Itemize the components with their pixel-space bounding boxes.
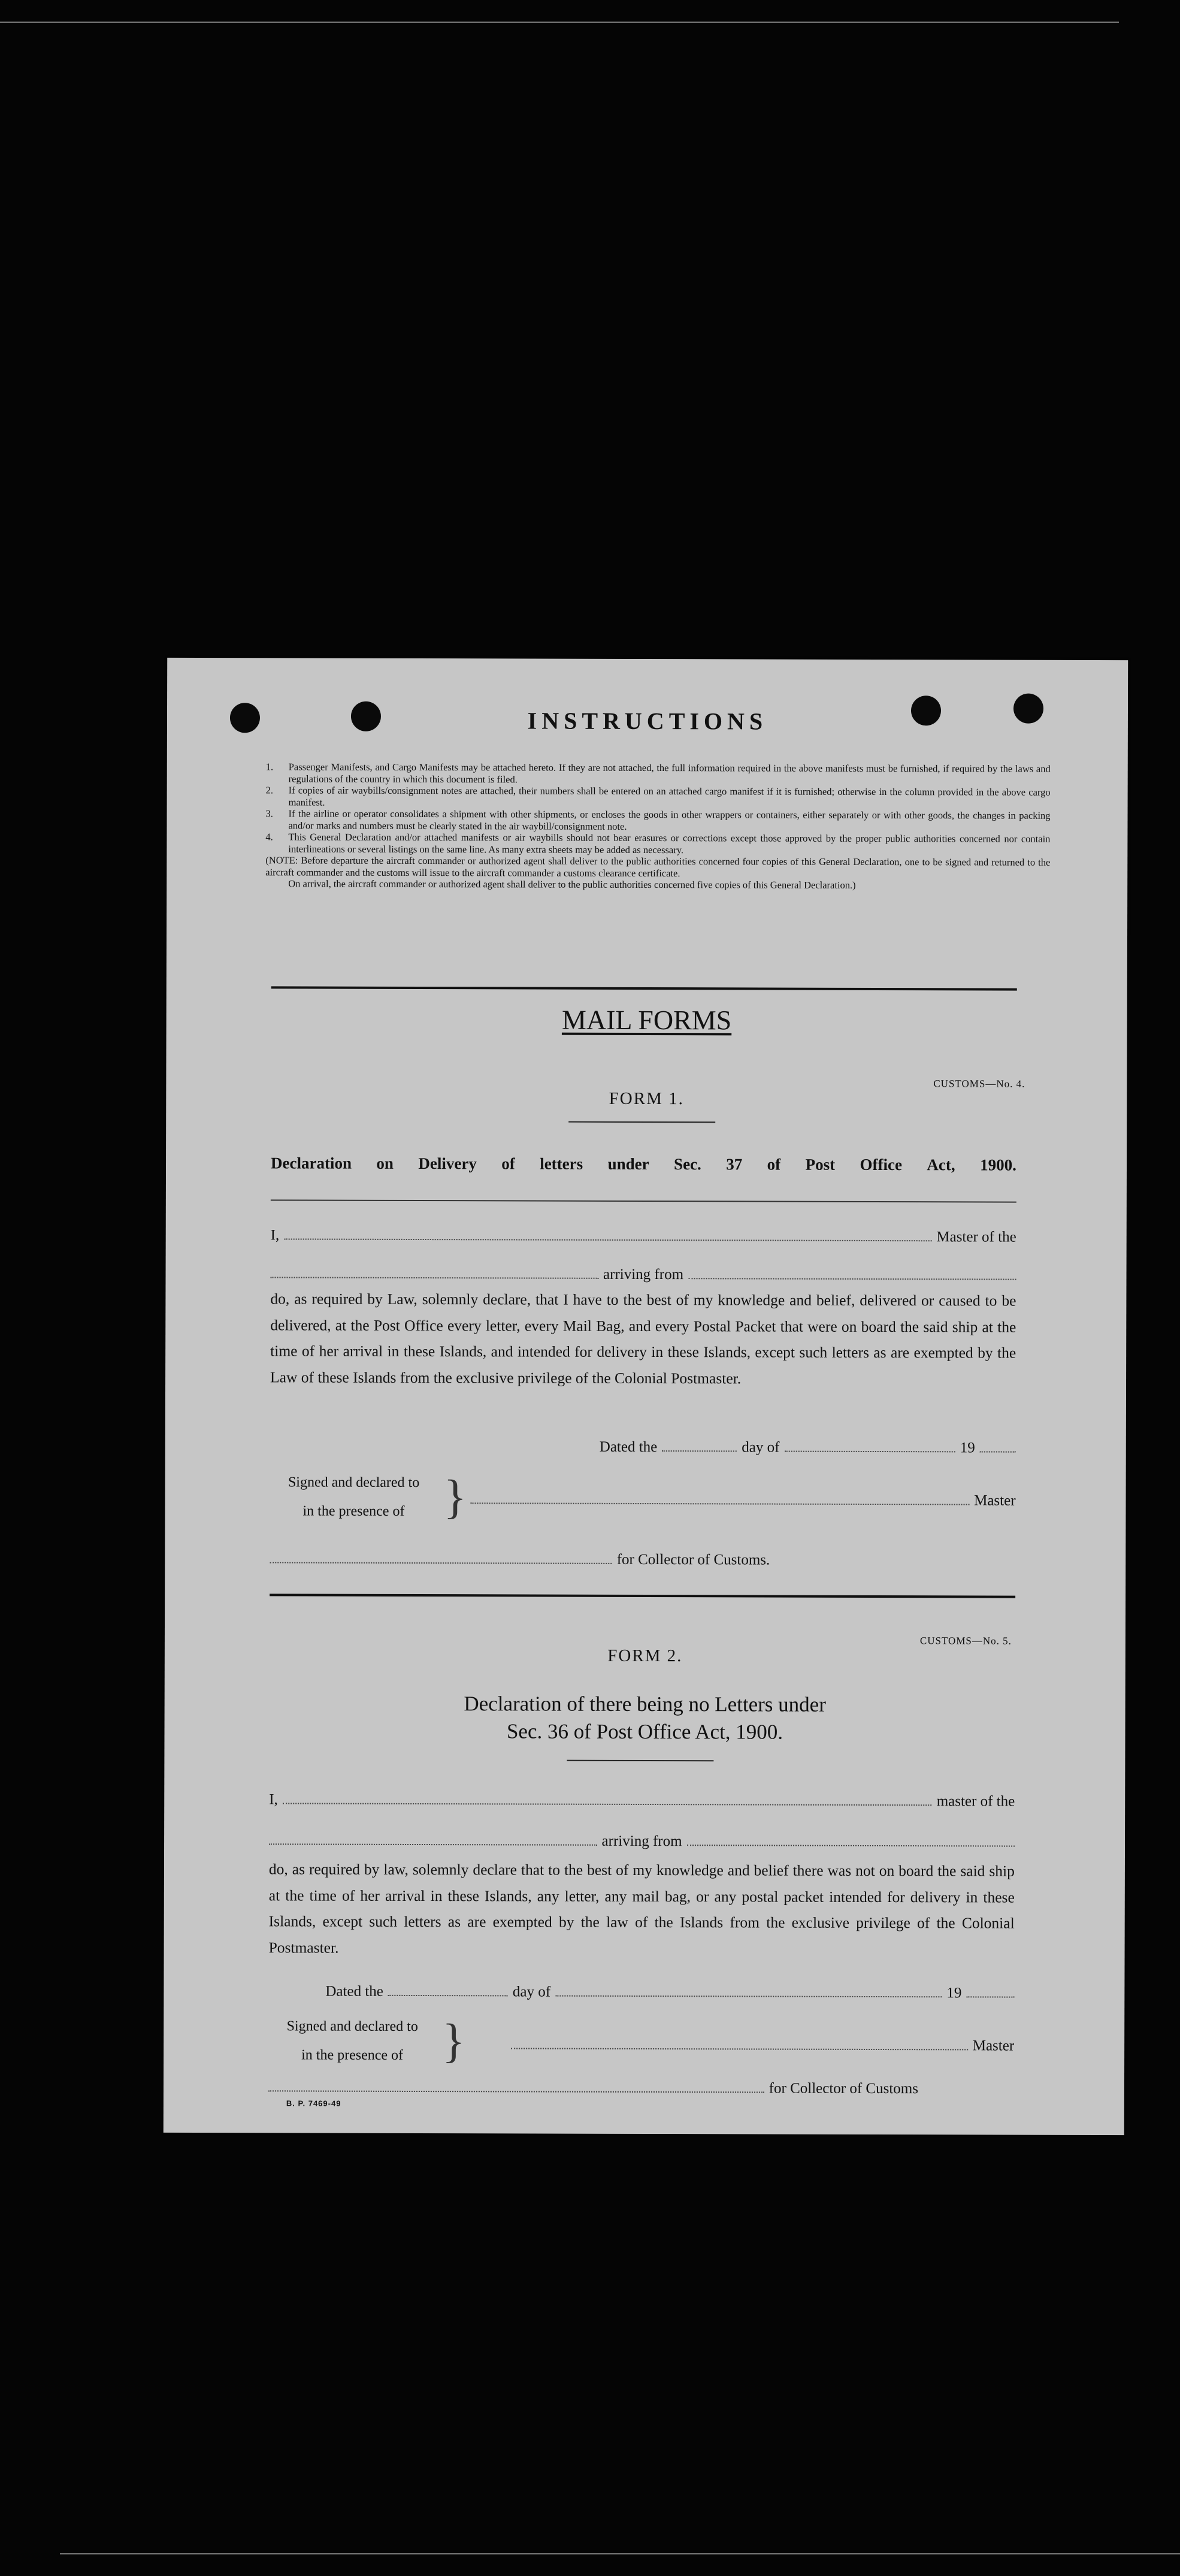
title-underline bbox=[568, 1121, 715, 1123]
heading-word: under bbox=[607, 1154, 649, 1174]
form-1-title: FORM 1. bbox=[609, 1089, 684, 1109]
heading-word: letters bbox=[540, 1154, 583, 1173]
master-of-the-label: Master of the bbox=[936, 1229, 1016, 1245]
document-page bbox=[164, 658, 1128, 2135]
heading-word: of bbox=[501, 1154, 515, 1173]
signed-line-2: in the presence of bbox=[301, 2047, 404, 2063]
ship-name-field[interactable] bbox=[271, 1266, 599, 1278]
date-row bbox=[600, 1439, 1016, 1457]
heading-word: 37 bbox=[726, 1155, 743, 1174]
year-label: 19 bbox=[946, 1985, 962, 2001]
instruction-number: 3. bbox=[265, 808, 273, 820]
heading-word: Declaration bbox=[270, 1154, 352, 1172]
signed-declared-label bbox=[264, 1468, 443, 1526]
collector-label: for Collector of Customs. bbox=[616, 1551, 770, 1568]
heading-word: Office bbox=[860, 1155, 903, 1174]
scan-frame-bottom-line bbox=[60, 2553, 1180, 2554]
heading-line-2: Sec. 36 of Post Office Act, 1900. bbox=[506, 1719, 783, 1744]
dated-the-label: Dated the bbox=[325, 1983, 383, 2000]
mail-forms-title: MAIL FORMS bbox=[561, 1004, 732, 1036]
heading-word: Post bbox=[805, 1155, 836, 1174]
signed-line-2: in the presence of bbox=[302, 1503, 405, 1519]
month-field[interactable] bbox=[555, 1985, 942, 1998]
customs-reference: CUSTOMS—No. 5. bbox=[919, 1635, 1012, 1647]
arriving-from-row bbox=[270, 1265, 1016, 1284]
year-field[interactable] bbox=[980, 1440, 1016, 1452]
signed-line-1: Signed and declared to bbox=[288, 1474, 420, 1491]
collector-row bbox=[270, 1550, 770, 1568]
heading-word: Act, bbox=[927, 1156, 955, 1174]
instruction-number: 2. bbox=[265, 784, 274, 796]
collector-row bbox=[268, 2079, 918, 2097]
collector-label: for Collector of Customs bbox=[768, 2080, 919, 2097]
ship-name-field[interactable] bbox=[269, 1833, 597, 1845]
i-label: I, bbox=[270, 1227, 280, 1244]
instruction-item bbox=[266, 761, 1051, 786]
master-signature-field[interactable] bbox=[471, 1492, 970, 1505]
instructions-title: INSTRUCTIONS bbox=[527, 707, 768, 735]
master-name-row bbox=[271, 1227, 1016, 1245]
day-of-label: day of bbox=[742, 1439, 780, 1456]
heading-word: Sec. bbox=[674, 1155, 701, 1174]
master-label: Master bbox=[974, 1492, 1016, 1509]
section-divider bbox=[270, 1594, 1015, 1598]
instruction-note-arrival: On arrival, the aircraft commander or authorized agent shall deliver to the public authorities concerned five copies of this General Declaration.) bbox=[288, 878, 856, 891]
section-divider bbox=[271, 986, 1017, 990]
section-rule bbox=[271, 1199, 1016, 1202]
brace-glyph: } bbox=[443, 1471, 467, 1524]
origin-port-field[interactable] bbox=[687, 1834, 1015, 1846]
master-signature-row bbox=[511, 2036, 1014, 2054]
instruction-text: If copies of air waybills/consignment notes are attached, their numbers shall be entered on an attached cargo manifest if it is furnished; otherwise in the column provided in the above cargo manifest. bbox=[288, 784, 1051, 808]
signed-line-1: Signed and declared to bbox=[286, 2018, 418, 2035]
master-signature-field[interactable] bbox=[511, 2037, 968, 2050]
master-of-the-label: master of the bbox=[936, 1793, 1015, 1810]
year-label: 19 bbox=[960, 1440, 975, 1456]
dated-the-label: Dated the bbox=[599, 1438, 658, 1456]
collector-signature-field[interactable] bbox=[270, 1551, 612, 1564]
day-of-label: day of bbox=[512, 1984, 551, 2000]
brace-glyph: } bbox=[442, 2015, 465, 2068]
heading-word: of bbox=[767, 1155, 781, 1174]
print-code: B. P. 7469-49 bbox=[286, 2099, 341, 2108]
instruction-text: If the airline or operator consolidates a shipment with other shipments, or encloses the goods in other wrappers or containers, either separately or with other goods, the changes in packing and/or marks and numbers must be clearly stated in the air waybill/consignment note. bbox=[288, 808, 1051, 832]
heading-word: on bbox=[376, 1154, 394, 1172]
form-1-declaration-heading bbox=[271, 1154, 1016, 1174]
form-1-declaration-body: do, as required by Law, solemnly declare, that I have to the best of my knowledge and belief, delivered or caused to be delivered, at the Post Office every letter, every Mail Bag, and every Postal Packet that were on board the said ship at the time of her arrival in these Islands, and intended for delivery in these Islands, except such letters as are exempted by the Law of these Islands from the exclusive privilege of the Colonial Postmaster. bbox=[270, 1290, 1016, 1387]
master-name-row bbox=[269, 1791, 1015, 1810]
arriving-from-row bbox=[269, 1832, 1015, 1851]
master-signature-row bbox=[471, 1491, 1016, 1509]
signed-declared-label bbox=[262, 2012, 442, 2070]
arriving-from-label: arriving from bbox=[601, 1833, 682, 1850]
form-2-declaration-body: do, as required by law, solemnly declare that to the best of my knowledge and belief there was not on board the said ship at the time of her arrival in these Islands, any letter, any mail bag, or any postal packet intended for delivery in these Islands, except such letters as are exempted by the law of the Islands from the exclusive privilege of the Colonial Postmaster. bbox=[268, 1860, 1015, 1957]
form-2-title: FORM 2. bbox=[607, 1646, 683, 1666]
master-name-field[interactable] bbox=[284, 1227, 931, 1241]
master-label: Master bbox=[972, 2037, 1015, 2054]
title-underline bbox=[567, 1760, 713, 1762]
master-name-field[interactable] bbox=[283, 1792, 932, 1806]
form-2-declaration-heading bbox=[164, 1689, 1125, 1747]
customs-reference: CUSTOMS—No. 4. bbox=[933, 1078, 1025, 1090]
instruction-note: (NOTE: Before departure the aircraft commander or authorized agent shall deliver to the public authorities concerned four copies of this General Declaration, one to be signed and returned to the aircraft commander and the customs will issue to the aircraft commander a customs clearance certificate. bbox=[265, 854, 1051, 879]
heading-word: Delivery bbox=[418, 1154, 477, 1173]
origin-port-field[interactable] bbox=[688, 1267, 1016, 1280]
scan-frame-top-line bbox=[0, 22, 1119, 23]
date-row bbox=[325, 1984, 1014, 2002]
instruction-number: 1. bbox=[265, 761, 274, 773]
instruction-number: 4. bbox=[265, 831, 273, 843]
instruction-item bbox=[265, 808, 1050, 833]
instruction-text: This General Declaration and/or attached manifests or air waybills should not bear erasures or corrections except those approved by the proper public authorities concerned nor contain interlineations or several listings on the same line. As many extra sheets may be added as necessary. bbox=[288, 831, 1051, 855]
i-label: I, bbox=[269, 1791, 278, 1808]
instruction-text: Passenger Manifests, and Cargo Manifests may be attached hereto. If they are not attached, the full information required in the above manifests must be furnished, if required by the laws and regulations of the country in which this document is filed. bbox=[288, 761, 1051, 785]
instruction-item bbox=[266, 784, 1051, 809]
instructions-list bbox=[265, 761, 1051, 891]
arriving-from-label: arriving from bbox=[603, 1266, 684, 1283]
month-field[interactable] bbox=[784, 1440, 955, 1453]
year-field[interactable] bbox=[966, 1985, 1014, 1997]
collector-signature-field[interactable] bbox=[268, 2079, 764, 2093]
instruction-item bbox=[265, 831, 1050, 856]
heading-word: 1900. bbox=[980, 1156, 1016, 1174]
day-field[interactable] bbox=[388, 1984, 508, 1997]
day-field[interactable] bbox=[662, 1440, 737, 1452]
heading-line-1: Declaration of there being no Letters under bbox=[464, 1692, 826, 1716]
